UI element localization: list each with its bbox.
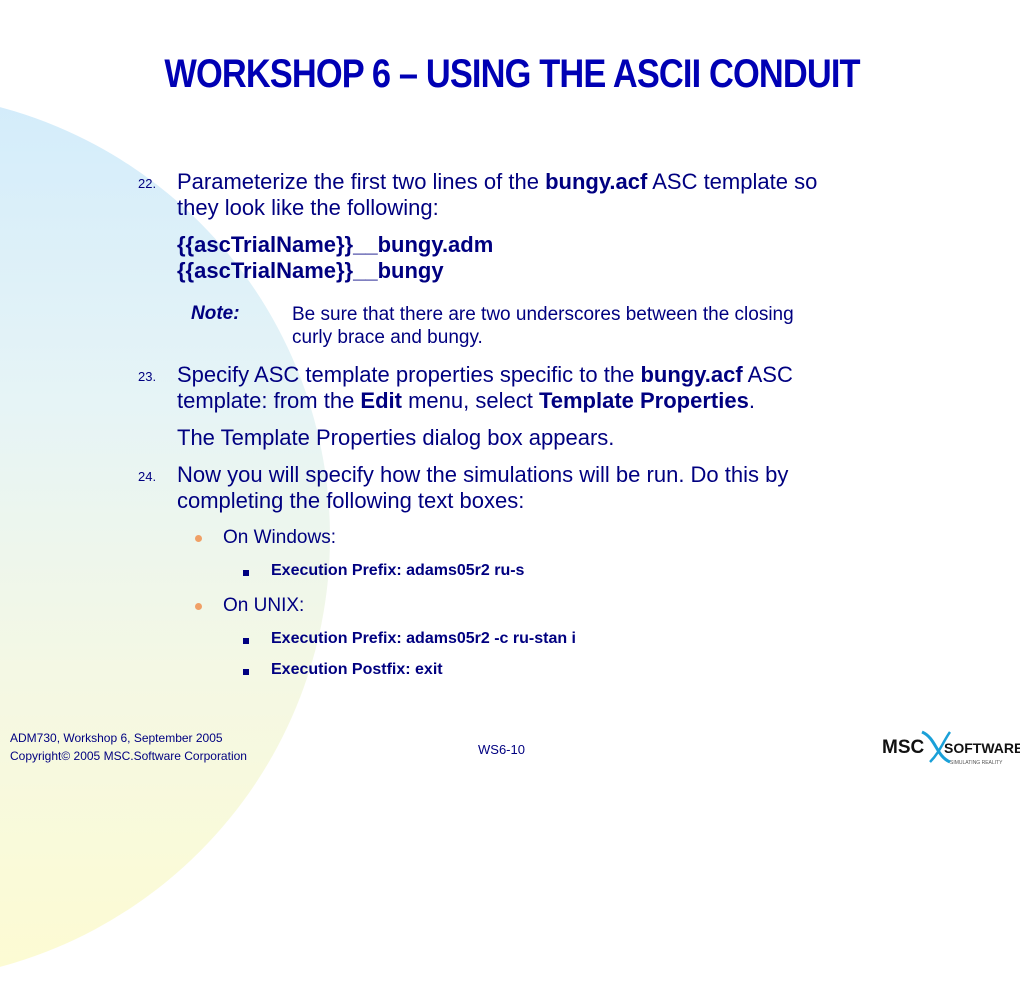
unix-label: On UNIX: bbox=[223, 595, 305, 616]
bullet-square bbox=[243, 638, 249, 644]
bullet-square bbox=[243, 570, 249, 576]
note-text: Be sure that there are two underscores between the closing curly brace and bungy. bbox=[292, 304, 794, 348]
footer-course-info: ADM730, Workshop 6, September 2005 Copyright© 2005 MSC.Software Corporation bbox=[10, 731, 247, 763]
step-24-line2: completing the following text boxes: bbox=[177, 488, 525, 513]
unix-execution-postfix: Execution Postfix: exit bbox=[271, 661, 443, 678]
unix-execution-prefix: Execution Prefix: adams05r2 -c ru-stan i bbox=[271, 630, 576, 647]
bullet-dot bbox=[195, 535, 202, 542]
step-22-line2: they look like the following: bbox=[177, 195, 439, 220]
step-23-line2: template: from the Edit menu, select Template Properties. bbox=[177, 388, 755, 413]
step-23-line3: The Template Properties dialog box appears. bbox=[177, 425, 615, 450]
slide-title: WORKSHOP 6 – USING THE ASCII CONDUIT bbox=[164, 52, 860, 96]
code-line-2: {{ascTrialName}}__bungy bbox=[177, 258, 444, 283]
windows-label: On Windows: bbox=[223, 527, 336, 548]
step-22-line1: Parameterize the first two lines of the bungy.acf ASC template so bbox=[177, 169, 818, 194]
bullet-dot bbox=[195, 603, 202, 610]
svg-text:MSC: MSC bbox=[882, 737, 925, 758]
svg-text:SIMULATING REALITY: SIMULATING REALITY bbox=[950, 760, 1003, 766]
page-number: WS6-10 bbox=[478, 742, 525, 757]
note-label: Note: bbox=[191, 303, 240, 324]
step-23-number: 23. bbox=[138, 369, 157, 384]
step-22-number: 22. bbox=[138, 176, 157, 191]
step-24-number: 24. bbox=[138, 469, 157, 484]
msc-software-logo bbox=[880, 726, 1020, 766]
code-line-1: {{ascTrialName}}__bungy.adm bbox=[177, 232, 494, 257]
step-24-line1: Now you will specify how the simulations will be run. Do this by bbox=[177, 462, 789, 487]
windows-execution-prefix: Execution Prefix: adams05r2 ru-s bbox=[271, 562, 525, 579]
step-23-line1: Specify ASC template properties specific to the bungy.acf ASC bbox=[177, 362, 793, 387]
svg-text:SOFTWARE: SOFTWARE bbox=[944, 740, 1020, 756]
bullet-square bbox=[243, 669, 249, 675]
